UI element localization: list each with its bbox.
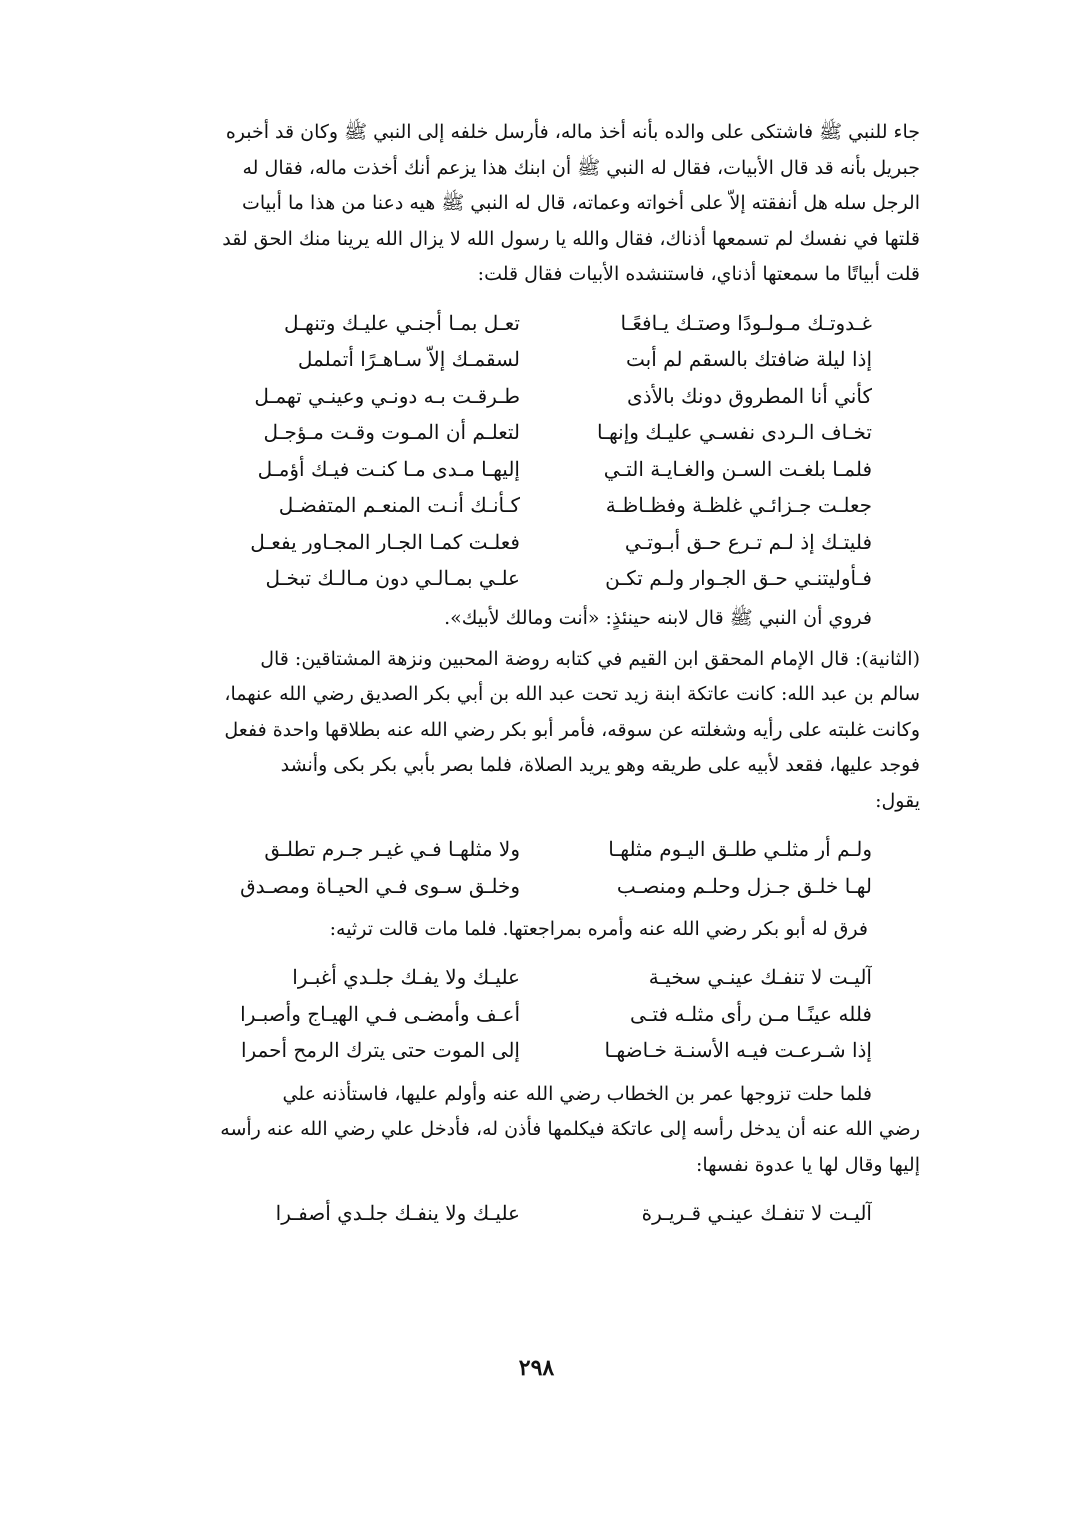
text-line: (الثانية): قال الإمام المحقق ابن القيم في كتابه روضة المحبين ونزهة المشتاقين: قال (260, 647, 920, 670)
text-line: رضي الله عنه أن يدخل رأسه إلى عاتكة فيكلمها فأذن له، فأدخل علي رضي الله عنه رأسه (220, 1118, 920, 1140)
text-line: قلتها في نفسك لم تسمعها أذناك، فقال والله يا رسول الله لا يزال الله يرينا منك الحق لقد (222, 227, 920, 250)
verse-first-hemistich: فلمـا بلغـت السـن والغـايـة التـي (603, 456, 872, 481)
paragraph-2 (160, 642, 920, 820)
verse-second-hemistich: عليـك ولا ينفـك جلـدي أصفـرا (275, 1201, 520, 1225)
verse-first-hemistich: فليتـك إذ لـم تـرع حـق أبـوتـي (624, 529, 872, 554)
verse-second-hemistich: ولا مثلهـا فـي غيـر جـرم تطلـق (264, 837, 520, 861)
text-line: سالم بن عبد الله: كانت عاتكة ابنة زيد تحت عبد الله بن أبي بكر الصديق رضي الله عنهما، (224, 683, 920, 705)
verse-first-hemistich: آليـت لا تنفـك عينـي سخيـة (648, 965, 872, 989)
verse-second-hemistich: لتعلـم أن المـوت وقـت مـؤجـل (263, 420, 520, 444)
verse (200, 451, 872, 488)
narration-line: فرق له أبو بكر رضي الله عنه وأمره بمراجعتها. فلما مات قالت ترثيه: (329, 918, 868, 940)
verse (200, 341, 872, 378)
verse (200, 959, 872, 996)
text-line: فلما حلت تزوجها عمر بن الخطاب رضي الله عنه وأولم عليها، فاستأذنه علي (282, 1082, 872, 1105)
verse-second-hemistich: علـي بمـالـي دون مـالـك تبخـل (265, 566, 520, 590)
verse-first-hemistich: تخـاف الـردى نفسـي عليـك وإنهـا (596, 420, 872, 444)
text-line: الرجل سله هل أنفقته إلاّ على أخواته وعماته، قال له النبي ﷺ هيه دعنا من هذا ما أبيات (241, 192, 920, 214)
poem-4 (160, 1195, 920, 1232)
verse-second-hemistich: أعـف وأمضـى فـي الهيـاج وأصبـرا (240, 1001, 520, 1026)
narration-line: فروي أن النبي ﷺ قال لابنه حينئذٍ: «أنت ومالك لأبيك». (444, 606, 872, 629)
verse (200, 1032, 872, 1069)
verse-second-hemistich: طـرقـت بـه دونـي وعينـي تهمـل (254, 383, 520, 408)
paragraph-1 (160, 115, 920, 293)
verse-first-hemistich: كأني أنا المطروق دونك بالأذى (627, 383, 872, 408)
verse (200, 868, 872, 905)
text-line: قلت أبياتًا ما سمعتها أذناي، فاستنشده الأبيات فقال قلت: (477, 263, 920, 285)
text-line: إليها وقال لها يا عدوة نفسها: (695, 1153, 920, 1176)
text-line: جاء للنبي ﷺ فاشتكى على والده بأنه أخذ ماله، فأرسل خلفه إلى النبي ﷺ وكان قد أخبره (225, 121, 920, 143)
text-line: يقول: (875, 789, 920, 812)
text-line: فوجد عليها، فقعد لأبيه على طريقه وهو يريد الصلاة، فلما بصر بأبي بكر بكى وأنشد (280, 754, 920, 776)
verse (200, 487, 872, 524)
verse (200, 831, 872, 868)
verse-first-hemistich: ولـم أر مثلـي طلـق اليـوم مثلهـا (608, 837, 872, 861)
verse (200, 378, 872, 415)
verse-second-hemistich: إلى الموت حتى يترك الرمح أحمرا (240, 1038, 520, 1062)
page-content (160, 115, 920, 1240)
verse-first-hemistich: إذا شـرعـت فيـه الأسنـة خـاضهـا (604, 1038, 872, 1062)
verse (200, 305, 872, 342)
poem-3 (160, 959, 920, 1069)
verse-second-hemistich: إليهـا مـدى مـا كنـت فيـك أؤمـل (257, 456, 520, 481)
verse-first-hemistich: إذا ليلة ضافتك بالسقم لم أبت (626, 347, 872, 371)
page-number: ٢٩٨ (518, 1355, 555, 1381)
verse-first-hemistich: آليـت لا تنفـك عينـي قـريـرة (641, 1201, 872, 1225)
verse (200, 524, 872, 561)
verse (200, 414, 872, 451)
verse-first-hemistich: فـأوليتنـي حـق الجـوار ولـم تكـن (605, 566, 872, 590)
verse-second-hemistich: فعلـت كمـا الجـار المجـاور يفعـل (250, 529, 520, 554)
verse (200, 1195, 872, 1232)
verse-second-hemistich: وخلـق سـوى فـي الحيـاة ومصـدق (240, 873, 520, 898)
verse-first-hemistich: غـدوتـك مـولـودًا وصتـك يـافعًـا (620, 310, 872, 335)
verse-first-hemistich: جعلـت جـزائـي غلظـة وفظـاظـة (605, 493, 872, 517)
verse-second-hemistich: لسقمـك إلاّ سـاهـرًا أتململ (297, 347, 520, 371)
poem-1 (160, 305, 920, 597)
verse-first-hemistich: فلله عينًـا مـن رأى مثلـه فتـى (629, 1001, 872, 1026)
verse-second-hemistich: تعـل بمـا أجنـي عليـك وتنهـل (283, 310, 520, 335)
verse-second-hemistich: عليـك ولا يفـك جلـدي أغبـرا (292, 965, 520, 989)
verse (200, 996, 872, 1033)
paragraph-3 (160, 1077, 920, 1184)
verse-first-hemistich: لهـا خلـق جـزل وحلـم ومنصـب (616, 873, 872, 898)
text-line: وكانت غلبته على رأيه وشغلته عن سوقه، فأمر أبو بكر رضي الله عنه بطلاقها واحدة ففعل (224, 718, 920, 741)
verse-second-hemistich: كـأنـك أنـت المنعـم المتفضـل (278, 493, 520, 517)
text-line: جبريل بأنه قد قال الأبيات، فقال له النبي ﷺ أن ابنك هذا يزعم أنك أخذت ماله، فقال له (242, 156, 920, 179)
poem-2 (160, 831, 920, 904)
verse (200, 560, 872, 597)
